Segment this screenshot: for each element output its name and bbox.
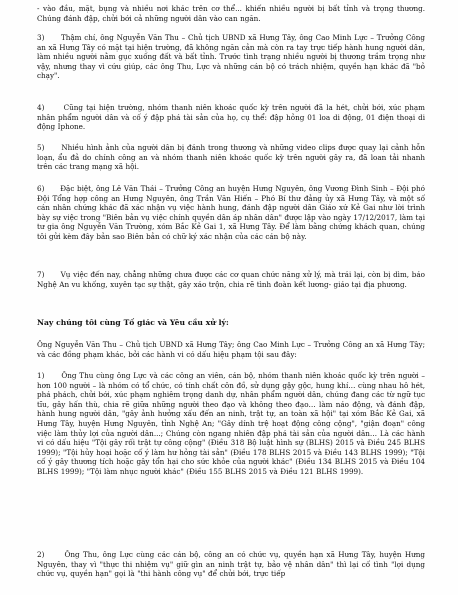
- paragraph-intro-continuation: - vào đầu, mặt, bụng và nhiều nơi khác trên cơ thể... khiến nhiều người bị bất tỉnh và trọng thương. Chúng đánh đập, chửi bới cả những người dân vào can ngăn.: [37, 4, 425, 23]
- paragraph-charge-2: 2) Ông Thu, ông Lực cùng các cán bộ, công an có chức vụ, quyền hạn xã Hưng Tây, huyện Hưng Nguyên, thay vì "thực thi nhiệm vụ" giữ gìn an ninh trật tự, bảo vệ nhân dân" thì lại cố tình "lợi dụng chức vụ, quyền hạn" gọi là "thi hành công vụ" để chửi bới, trực tiếp: [37, 550, 425, 579]
- section-heading: Nay chúng tôi cùng Tố giác và Yêu cầu xử lý:: [37, 318, 229, 327]
- paragraph-4: 4) Cũng tại hiện trường, nhóm thanh niên khoác quốc kỳ trên người đã la hét, chửi bới, xúc phạm nhân phẩm người dân và cố ý đập phá tài sản của họ, cụ thể: đập hỏng 01 loa di động, 01 điện thoại di động Iphone.: [37, 103, 425, 132]
- paragraph-5: 5) Nhiều hình ảnh của người dân bị đánh trong thương và những video clips được quay lại cảnh hỗn loạn, ẩu đả do chính công an và nhóm thanh niên khoác quốc kỳ trên người gây ra, đã loan tải nhanh trên các trang mạng xã hội.: [37, 143, 425, 172]
- paragraph-6: 6) Đặc biệt, ông Lê Văn Thái – Trưởng Công an huyện Hưng Nguyên, ông Vương Đình Sinh – Đội phó Đội Tổng hợp công an Hưng Nguyên, ông Trần Văn Hiến – Phó Bí thư đảng ủy xã Hưng Tây, và một số cán nhân chứng khác đã xác nhận vụ việc hành hung, đánh đập người dân Giáo xứ Kẻ Gai như lời trình bày sự việc trong "Biên bản vụ việc chính quyền dân áp nhân dân" được lập vào ngày 17/12/2017, làm tại tư gia ông Nguyễn Văn Trường, xóm Bắc Kẻ Gai 1, xã Hưng Tây. Để làm bằng chứng khách quan, chúng tôi gửi kèm đây bản sao Biên bản có chữ ký xác nhận của các cán bộ này.: [37, 184, 425, 241]
- paragraph-charge-1: 1) Ông Thu cùng ông Lực và các công an viên, cán bộ, nhóm thanh niên khoác quốc kỳ trên người – hơn 100 người – là nhóm có tổ chức, có tính chất côn đồ, sử dụng gậy gộc, hung khí… cùng nhau hô hét, phá phách, chửi bới, xúc phạm nghiêm trọng danh dự, nhân phẩm người dân, chúng đang các từ ngữ tục tĩu, gây hấn thù, chia rẽ giữa những người theo đạo và không theo đạo… làm náo động, và đánh đập, hành hung người dân, "gây ảnh hưởng xấu đến an ninh, trật tự, an toàn xã hội" tại xóm Bắc Kẻ Gai, xã Hưng Tây, huyện Hưng Nguyên, tỉnh Nghệ An; "Gây dính trệ hoạt động công cộng", "giận đoạn" công việc làm thủy lợi của người dân...; Chúng còn ngang nhiên đập phá tài sản của người dân… Là các hành vi có dấu hiệu "Tội gây rối trật tự công cộng" (Điều 318 Bộ luật hình sự (BLHS) 2015 và Điều 245 BLHS 1999); "Tội hủy hoại hoặc cố ý làm hư hỏng tài sản" (Điều 178 BLHS 2015 và Điều 143 BLHS 1999); "Tội cố ý gây thương tích hoặc gây tổn hại cho sức khỏe của người khác" (Điều 134 BLHS 2015 và Điều 104 BLHS 1999); "Tội làm nhục người khác" (Điều 155 BLHS 2015 và Điều 121 BLHS 1999).: [37, 371, 425, 476]
- paragraph-accused: Ông Nguyễn Văn Thu – Chủ tịch UBND xã Hưng Tây; ông Cao Minh Lực – Trưởng Công an xã Hưng Tây; và các đồng phạm khác, bởi các hành vi có dấu hiệu phạm tội sau đây:: [37, 340, 425, 359]
- paragraph-7: 7) Vụ việc đến nay, chẳng những chưa được các cơ quan chức năng xử lý, mà trái lại, còn bị dìm, báo Nghệ An vu khống, xuyên tạc sự thật, gây xáo trộn, chia rẽ tình đoàn kết lương- giáo tại địa phương.: [37, 270, 425, 289]
- paragraph-3: 3) Thậm chí, ông Nguyễn Văn Thu – Chủ tịch UBND xã Hưng Tây, ông Cao Minh Lực – Trưởng Công an xã Hưng Tây có mặt tại hiện trường, đã không ngăn cản mà còn ra tay trực tiếp hành hung người dân, làm nhiều người nằm gục xuống đất và bất tỉnh. Trước tình trạng nhiều người bị thương trầm trọng như vậy, nhưng thay vì cứu giúp, các ông Thu, Lực và những cán bộ có trách nhiệm, quyền hạn khác đã "bỏ chạy".: [37, 33, 425, 81]
